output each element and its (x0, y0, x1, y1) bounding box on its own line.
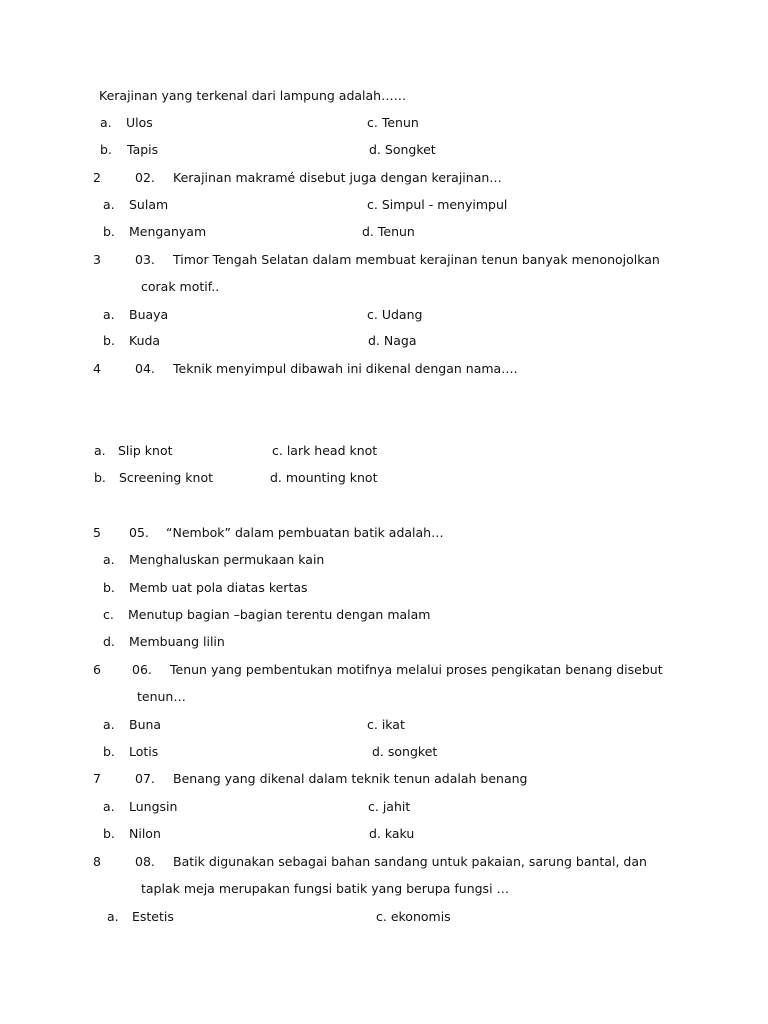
q5-option-a-letter: a. (103, 552, 115, 567)
question-7-text: Benang yang dikenal dalam teknik tenun adalah benang (173, 771, 528, 786)
q6-option-a: Buna (129, 717, 162, 732)
question-1-text: Kerajinan yang terkenal dari lampung adalah…… (99, 88, 407, 103)
q2-option-a: Sulam (129, 197, 169, 212)
q1-option-d: d. Songket (369, 142, 436, 157)
q4-option-b: Screening knot (119, 470, 213, 485)
question-8-text: Batik digunakan sebagai bahan sandang untuk pakaian, sarung bantal, dan (173, 854, 647, 869)
question-5-number: 5 (93, 525, 101, 540)
question-3-text-cont: corak motif.. (141, 279, 220, 294)
q5-option-c-letter: c. (103, 607, 114, 622)
q8-option-c: c. ekonomis (376, 909, 451, 924)
q7-option-d: d. kaku (369, 826, 415, 841)
question-3-text: Timor Tengah Selatan dalam membuat kerajinan tenun banyak menonojolkan (173, 252, 660, 267)
question-4-text: Teknik menyimpul dibawah ini dikenal dengan nama…. (173, 361, 518, 376)
q8-option-a: Estetis (132, 909, 174, 924)
q4-option-a: Slip knot (118, 443, 173, 458)
q6-option-c: c. ikat (367, 717, 405, 732)
question-2-code: 02. (135, 170, 155, 185)
q2-option-a-letter: a. (103, 197, 115, 212)
q3-option-a: Buaya (129, 307, 169, 322)
q1-option-b-letter: b. (100, 142, 112, 157)
q4-option-a-letter: a. (94, 443, 106, 458)
q2-option-b-letter: b. (103, 224, 115, 239)
q5-option-c: Menutup bagian –bagian terentu dengan malam (128, 607, 431, 622)
question-2-number: 2 (93, 170, 101, 185)
question-7-code: 07. (135, 771, 155, 786)
q3-option-d: d. Naga (368, 333, 417, 348)
q3-option-b: Kuda (129, 333, 161, 348)
question-3-code: 03. (135, 252, 155, 267)
q1-option-c: c. Tenun (367, 115, 419, 130)
question-4-number: 4 (93, 361, 101, 376)
q6-option-b-letter: b. (103, 744, 115, 759)
q2-option-c: c. Simpul - menyimpul (367, 197, 508, 212)
question-3-number: 3 (93, 252, 101, 267)
question-6-code: 06. (132, 662, 152, 677)
q2-option-b: Menganyam (129, 224, 207, 239)
q7-option-b: Nilon (129, 826, 161, 841)
q7-option-c: c. jahit (368, 799, 411, 814)
question-6-text: Tenun yang pembentukan motifnya melalui proses pengikatan benang disebut (170, 662, 663, 677)
q4-option-d: d. mounting knot (270, 470, 378, 485)
q6-option-a-letter: a. (103, 717, 115, 732)
question-5-text: “Nembok” dalam pembuatan batik adalah… (166, 525, 444, 540)
q7-option-b-letter: b. (103, 826, 115, 841)
question-7-number: 7 (93, 771, 101, 786)
question-2-text: Kerajinan makramé disebut juga dengan kerajinan… (173, 170, 502, 185)
question-4-code: 04. (135, 361, 155, 376)
question-8-text-cont: taplak meja merupakan fungsi batik yang berupa fungsi … (141, 881, 510, 896)
q3-option-c: c. Udang (367, 307, 423, 322)
q5-option-d-letter: d. (103, 634, 115, 649)
q6-option-b: Lotis (129, 744, 159, 759)
question-6-text-cont: tenun… (137, 689, 186, 704)
question-6-number: 6 (93, 662, 101, 677)
q7-option-a: Lungsin (129, 799, 178, 814)
q6-option-d: d. songket (372, 744, 438, 759)
q8-option-a-letter: a. (107, 909, 119, 924)
q5-option-a: Menghaluskan permukaan kain (129, 552, 325, 567)
question-8-number: 8 (93, 854, 101, 869)
q4-option-c: c. lark head knot (272, 443, 378, 458)
q4-option-b-letter: b. (94, 470, 106, 485)
question-5-code: 05. (129, 525, 149, 540)
q1-option-a: Ulos (126, 115, 153, 130)
q3-option-a-letter: a. (103, 307, 115, 322)
q5-option-b: Memb uat pola diatas kertas (129, 580, 308, 595)
q5-option-b-letter: b. (103, 580, 115, 595)
q1-option-b: Tapis (127, 142, 159, 157)
q3-option-b-letter: b. (103, 333, 115, 348)
q7-option-a-letter: a. (103, 799, 115, 814)
q2-option-d: d. Tenun (362, 224, 415, 239)
q5-option-d: Membuang lilin (129, 634, 225, 649)
question-8-code: 08. (135, 854, 155, 869)
q1-option-a-letter: a. (100, 115, 112, 130)
